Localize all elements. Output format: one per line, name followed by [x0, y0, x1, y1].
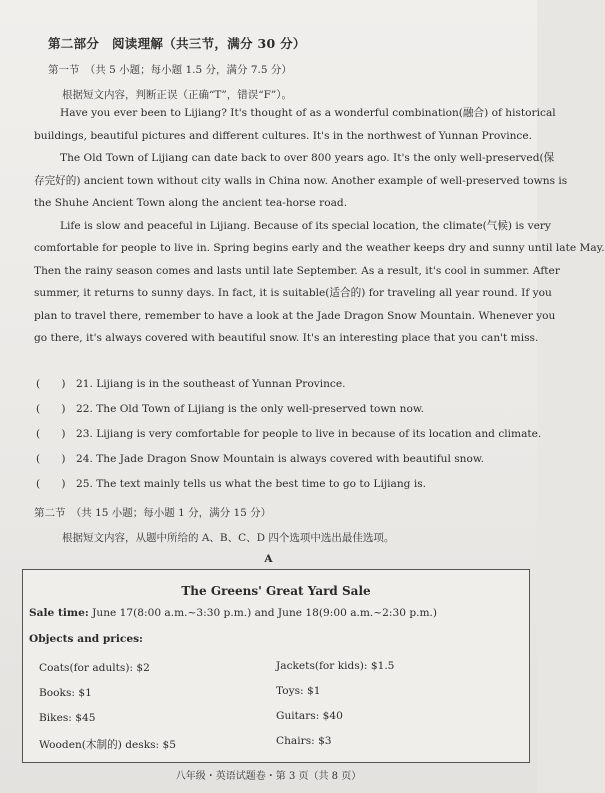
passage-letter: A — [264, 553, 273, 565]
question-text: 21. Lijiang is in the southeast of Yunnan Province. — [76, 378, 346, 390]
question-24 — [36, 451, 526, 466]
answer-blank[interactable]: ( ) — [36, 403, 66, 415]
passage-line: the Shuhe Ancient Town along the ancient tea-horse road. — [34, 197, 348, 209]
question-23 — [36, 426, 542, 441]
answer-blank[interactable]: ( ) — [36, 478, 66, 490]
passage-line: buildings, beautiful pictures and different cultures. It's in the northwest of Yunnan Province. — [34, 129, 532, 142]
price-item: Bikes: $45 — [39, 712, 96, 724]
sale-time-label: Sale time: — [29, 607, 89, 619]
question-25 — [36, 476, 526, 491]
price-item: Toys: $1 — [276, 685, 321, 697]
sale-time — [29, 607, 437, 619]
section1-heading: 第一节 （共 5 小题；每小题 1.5 分，满分 7.5 分） — [48, 64, 292, 76]
sale-time-value: June 17(8:00 a.m.~3:30 p.m.) and June 18(9:00 a.m.~2:30 p.m.) — [92, 607, 438, 619]
question-text: 25. The text mainly tells us what the best time to go to Lijiang is. — [76, 478, 427, 490]
objects-label: Objects and prices: — [29, 633, 143, 645]
question-21 — [36, 376, 526, 391]
passage-line: go there, it's always covered with beautiful snow. It's an interesting place that you can't miss. — [34, 332, 539, 344]
answer-blank[interactable]: ( ) — [36, 378, 66, 390]
section2-heading: 第二节 （共 15 小题；每小题 1 分，满分 15 分） — [34, 507, 272, 519]
notice-title: The Greens' Great Yard Sale — [181, 584, 371, 598]
price-item: Jackets(for kids): $1.5 — [276, 660, 395, 672]
question-22 — [36, 401, 526, 416]
passage-line: summer, it returns to sunny days. In fact, it is suitable(适合的) for traveling all year round. If you — [34, 287, 552, 299]
question-text: 23. Lijiang is very comfortable for people to live in because of its location and climate. — [76, 428, 542, 440]
passage-line: Life is slow and peaceful in Lijiang. Because of its special location, the climate(气候) is very — [60, 219, 551, 232]
page-footer: 八年级・英语试题卷・第 3 页（共 8 页） — [175, 771, 362, 782]
answer-blank[interactable]: ( ) — [36, 428, 66, 440]
price-item: Coats(for adults): $2 — [39, 662, 150, 674]
price-item: Wooden(木制的) desks: $5 — [39, 739, 176, 751]
passage-line: Then the rainy season comes and lasts until late September. As a result, it's cool in summer. After — [34, 264, 560, 277]
price-item: Books: $1 — [39, 687, 92, 699]
price-item: Chairs: $3 — [276, 735, 332, 747]
question-text: 22. The Old Town of Lijiang is the only well-preserved town now. — [76, 403, 424, 415]
answer-blank[interactable]: ( ) — [36, 453, 66, 465]
passage-line: plan to travel there, remember to have a look at the Jade Dragon Snow Mountain. Whenever you — [34, 309, 556, 322]
section1-instruction: 根据短文内容，判断正误（正确“T”，错误“F”）。 — [62, 89, 293, 101]
yard-sale-notice — [22, 569, 530, 763]
reading-passage — [34, 102, 605, 350]
question-text: 24. The Jade Dragon Snow Mountain is always covered with beautiful snow. — [76, 453, 485, 465]
passage-line: Have you ever been to Lijiang? It's thought of as a wonderful combination(融合) of historical — [60, 107, 556, 119]
passage-line: 存完好的) ancient town without city walls in China now. Another example of well-preserved towns is — [34, 174, 568, 187]
price-item: Guitars: $40 — [276, 710, 343, 722]
passage-line: The Old Town of Lijiang can date back to over 800 years ago. It's the only well-preserved(保 — [60, 152, 555, 164]
part-heading: 第二部分 阅读理解（共三节，满分 30 分） — [48, 36, 306, 51]
passage-line: comfortable for people to live in. Spring begins early and the weather keeps dry and sunny until late May. — [34, 242, 605, 254]
section2-instruction: 根据短文内容，从题中所给的 A、B、C、D 四个选项中选出最佳选项。 — [62, 532, 395, 544]
